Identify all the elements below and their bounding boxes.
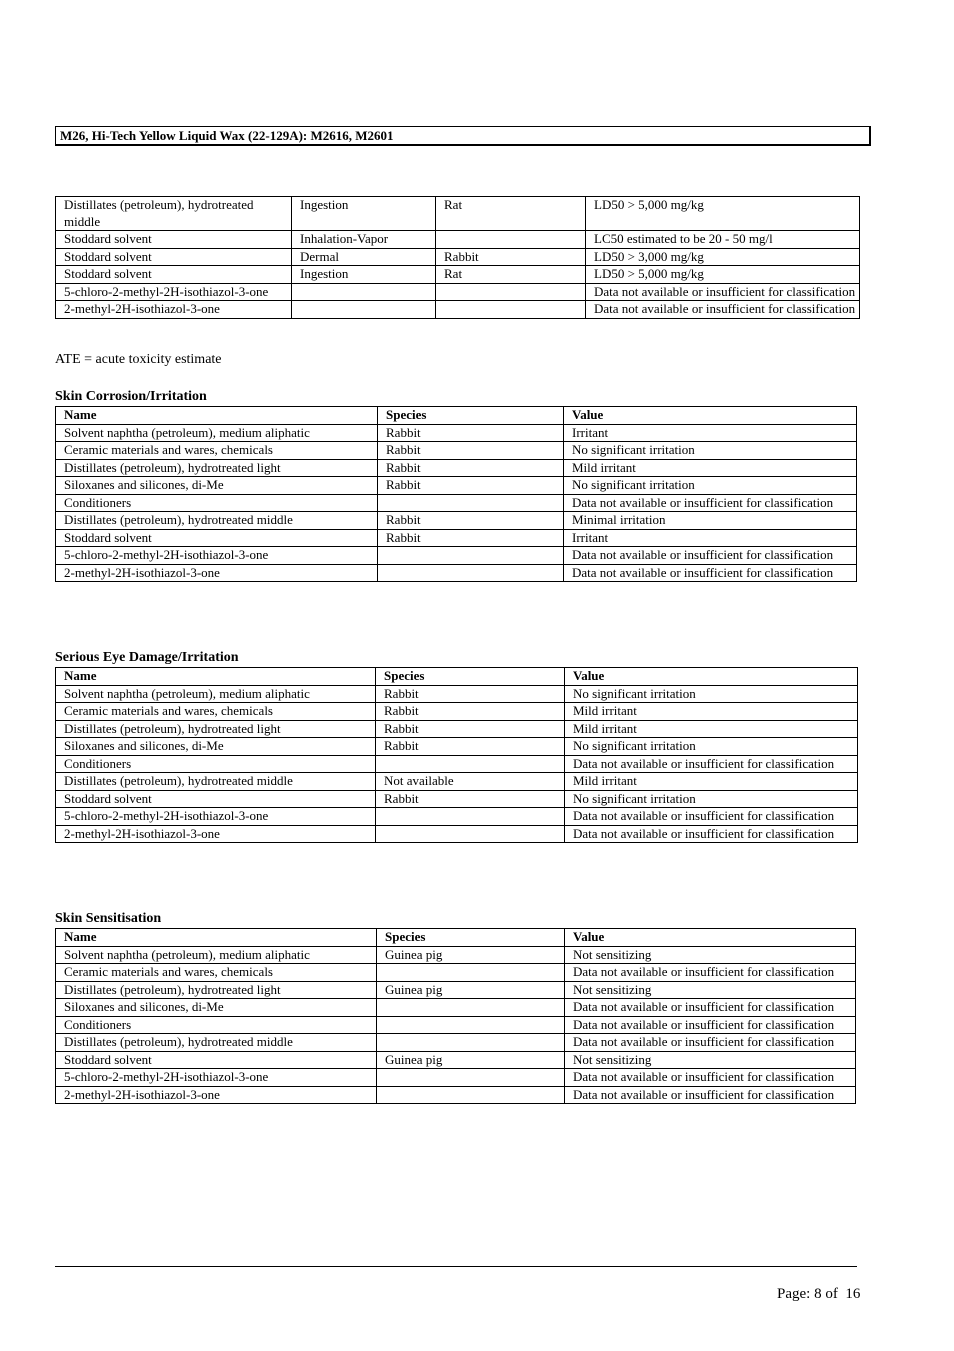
table-row — [56, 738, 858, 756]
table-cell — [377, 999, 565, 1017]
table-cell: Data not available or insufficient for classification — [586, 301, 860, 319]
skin-sensitisation-title: Skin Sensitisation — [55, 911, 162, 926]
table-cell: Data not available or insufficient for classification — [565, 825, 858, 843]
table-cell: Stoddard solvent — [56, 231, 292, 249]
table-cell: Rabbit — [436, 248, 586, 266]
table-cell: Rabbit — [376, 720, 565, 738]
table-cell: LC50 estimated to be 20 - 50 mg/l — [586, 231, 860, 249]
table-row — [56, 946, 856, 964]
table-cell: LD50 > 5,000 mg/kg — [586, 266, 860, 284]
table-cell: Data not available or insufficient for classification — [586, 283, 860, 301]
table-row — [56, 999, 856, 1017]
table-cell: Distillates (petroleum), hydrotreated light — [56, 720, 376, 738]
table-cell: Distillates (petroleum), hydrotreated middle — [56, 1034, 377, 1052]
table-cell — [292, 283, 436, 301]
table-cell: Not sensitizing — [565, 946, 856, 964]
table-cell: 2-methyl-2H-isothiazol-3-one — [56, 825, 376, 843]
table-row — [56, 529, 857, 547]
skin-sensitisation-table — [55, 928, 856, 1104]
table-row — [56, 1016, 856, 1034]
table-cell: Data not available or insufficient for classification — [565, 999, 856, 1017]
table-cell: Minimal irritation — [564, 512, 857, 530]
table-row — [56, 547, 857, 565]
table-cell: Rat — [436, 197, 586, 231]
table-cell: Ceramic materials and wares, chemicals — [56, 964, 377, 982]
table-cell: Rabbit — [378, 512, 564, 530]
table-row — [56, 442, 857, 460]
table-cell: Ceramic materials and wares, chemicals — [56, 442, 378, 460]
table-row — [56, 964, 856, 982]
table-row — [56, 1034, 856, 1052]
table-cell: No significant irritation — [565, 790, 858, 808]
eye-damage-table — [55, 667, 858, 843]
table-cell: Conditioners — [56, 494, 378, 512]
table-cell: Distillates (petroleum), hydrotreated middle — [56, 197, 292, 231]
table-cell: Ingestion — [292, 197, 436, 231]
table-row — [56, 477, 857, 495]
acute-toxicity-table-body — [56, 197, 860, 319]
table-row — [56, 283, 860, 301]
table-cell: Irritant — [564, 424, 857, 442]
table-row — [56, 266, 860, 284]
table-row — [56, 703, 858, 721]
acute-toxicity-table — [55, 196, 860, 319]
skin-corrosion-table — [55, 406, 857, 582]
table-row — [56, 248, 860, 266]
table-cell: Data not available or insufficient for classification — [565, 808, 858, 826]
document-header-title: M26, Hi-Tech Yellow Liquid Wax (22-129A): M2616, M2601 — [55, 126, 871, 146]
column-header: Species — [378, 407, 564, 425]
table-cell — [376, 755, 565, 773]
table-cell: Rabbit — [378, 442, 564, 460]
table-cell: Siloxanes and silicones, di-Me — [56, 477, 378, 495]
table-row — [56, 1051, 856, 1069]
table-row — [56, 564, 857, 582]
column-header: Value — [565, 929, 856, 947]
table-cell — [378, 564, 564, 582]
table-cell: Siloxanes and silicones, di-Me — [56, 738, 376, 756]
table-cell: Distillates (petroleum), hydrotreated middle — [56, 773, 376, 791]
table-row — [56, 755, 858, 773]
table-row — [56, 197, 860, 231]
table-cell: Solvent naphtha (petroleum), medium aliphatic — [56, 946, 377, 964]
table-cell: Siloxanes and silicones, di-Me — [56, 999, 377, 1017]
table-cell: Data not available or insufficient for classification — [565, 964, 856, 982]
table-cell: Guinea pig — [377, 946, 565, 964]
footer-divider — [55, 1266, 857, 1267]
table-cell: Stoddard solvent — [56, 266, 292, 284]
table-cell: Mild irritant — [565, 720, 858, 738]
table-cell: Rabbit — [376, 790, 565, 808]
column-header: Species — [377, 929, 565, 947]
table-cell: Not sensitizing — [565, 1051, 856, 1069]
table-row — [56, 808, 858, 826]
column-header: Value — [565, 668, 858, 686]
table-row — [56, 825, 858, 843]
table-cell: Dermal — [292, 248, 436, 266]
table-cell: Rabbit — [378, 459, 564, 477]
table-cell: No significant irritation — [565, 685, 858, 703]
table-cell — [378, 547, 564, 565]
table-cell: Conditioners — [56, 1016, 377, 1034]
table-cell: Ingestion — [292, 266, 436, 284]
table-cell: Data not available or insufficient for classification — [565, 755, 858, 773]
table-cell: Data not available or insufficient for classification — [565, 1034, 856, 1052]
table-cell — [377, 1016, 565, 1034]
table-cell: Rabbit — [376, 703, 565, 721]
table-cell: Distillates (petroleum), hydrotreated middle — [56, 512, 378, 530]
ate-note: ATE = acute toxicity estimate — [55, 352, 222, 367]
table-cell: LD50 > 3,000 mg/kg — [586, 248, 860, 266]
table-row — [56, 459, 857, 477]
table-cell: 5-chloro-2-methyl-2H-isothiazol-3-one — [56, 1069, 377, 1087]
table-cell: Conditioners — [56, 755, 376, 773]
table-row — [56, 773, 858, 791]
table-cell: Guinea pig — [377, 981, 565, 999]
table-header-row — [56, 668, 858, 686]
table-cell: Rabbit — [376, 685, 565, 703]
table-cell: 2-methyl-2H-isothiazol-3-one — [56, 1086, 377, 1104]
table-cell: Ceramic materials and wares, chemicals — [56, 703, 376, 721]
table-cell — [377, 964, 565, 982]
column-header: Name — [56, 668, 376, 686]
table-cell: Data not available or insufficient for classification — [564, 564, 857, 582]
table-cell: Rabbit — [376, 738, 565, 756]
table-row — [56, 790, 858, 808]
table-row — [56, 981, 856, 999]
table-cell: Not available — [376, 773, 565, 791]
table-cell — [377, 1069, 565, 1087]
table-cell: No significant irritation — [565, 738, 858, 756]
table-cell — [378, 494, 564, 512]
table-cell: Not sensitizing — [565, 981, 856, 999]
table-cell: No significant irritation — [564, 477, 857, 495]
table-cell: Stoddard solvent — [56, 248, 292, 266]
table-cell: Mild irritant — [565, 703, 858, 721]
table-row — [56, 1069, 856, 1087]
page-number: Page: 8 of 16 — [777, 1286, 861, 1302]
table-cell: LD50 > 5,000 mg/kg — [586, 197, 860, 231]
table-cell: Irritant — [564, 529, 857, 547]
table-row — [56, 231, 860, 249]
table-cell: Rabbit — [378, 424, 564, 442]
table-row — [56, 494, 857, 512]
table-cell: Data not available or insufficient for classification — [564, 547, 857, 565]
table-cell: Rat — [436, 266, 586, 284]
table-header-row — [56, 407, 857, 425]
table-cell: Rabbit — [378, 477, 564, 495]
table-row — [56, 424, 857, 442]
table-cell: 5-chloro-2-methyl-2H-isothiazol-3-one — [56, 547, 378, 565]
table-cell — [436, 283, 586, 301]
table-row — [56, 720, 858, 738]
table-cell — [292, 301, 436, 319]
table-cell: Data not available or insufficient for classification — [565, 1016, 856, 1034]
table-cell: Guinea pig — [377, 1051, 565, 1069]
table-cell: Distillates (petroleum), hydrotreated light — [56, 459, 378, 477]
table-row — [56, 1086, 856, 1104]
column-header: Species — [376, 668, 565, 686]
table-row — [56, 512, 857, 530]
column-header: Value — [564, 407, 857, 425]
table-cell: Stoddard solvent — [56, 790, 376, 808]
table-cell — [377, 1034, 565, 1052]
table-cell: 2-methyl-2H-isothiazol-3-one — [56, 301, 292, 319]
table-cell — [436, 231, 586, 249]
table-cell — [376, 825, 565, 843]
table-cell: Inhalation-Vapor — [292, 231, 436, 249]
table-cell: Stoddard solvent — [56, 1051, 377, 1069]
table-cell: Rabbit — [378, 529, 564, 547]
column-header: Name — [56, 929, 377, 947]
table-row — [56, 685, 858, 703]
table-cell: Solvent naphtha (petroleum), medium aliphatic — [56, 424, 378, 442]
table-cell: Solvent naphtha (petroleum), medium aliphatic — [56, 685, 376, 703]
table-cell: 2-methyl-2H-isothiazol-3-one — [56, 564, 378, 582]
skin-corrosion-title: Skin Corrosion/Irritation — [55, 389, 207, 404]
table-row — [56, 301, 860, 319]
table-cell — [376, 808, 565, 826]
table-cell: Mild irritant — [564, 459, 857, 477]
table-cell: Distillates (petroleum), hydrotreated light — [56, 981, 377, 999]
table-cell: Data not available or insufficient for classification — [565, 1069, 856, 1087]
table-cell: 5-chloro-2-methyl-2H-isothiazol-3-one — [56, 808, 376, 826]
table-cell: Stoddard solvent — [56, 529, 378, 547]
table-header-row — [56, 929, 856, 947]
table-cell — [377, 1086, 565, 1104]
table-cell: Data not available or insufficient for classification — [565, 1086, 856, 1104]
table-cell: Data not available or insufficient for classification — [564, 494, 857, 512]
eye-damage-title: Serious Eye Damage/Irritation — [55, 650, 239, 665]
table-cell: Mild irritant — [565, 773, 858, 791]
table-cell: No significant irritation — [564, 442, 857, 460]
table-cell — [436, 301, 586, 319]
table-cell: 5-chloro-2-methyl-2H-isothiazol-3-one — [56, 283, 292, 301]
column-header: Name — [56, 407, 378, 425]
